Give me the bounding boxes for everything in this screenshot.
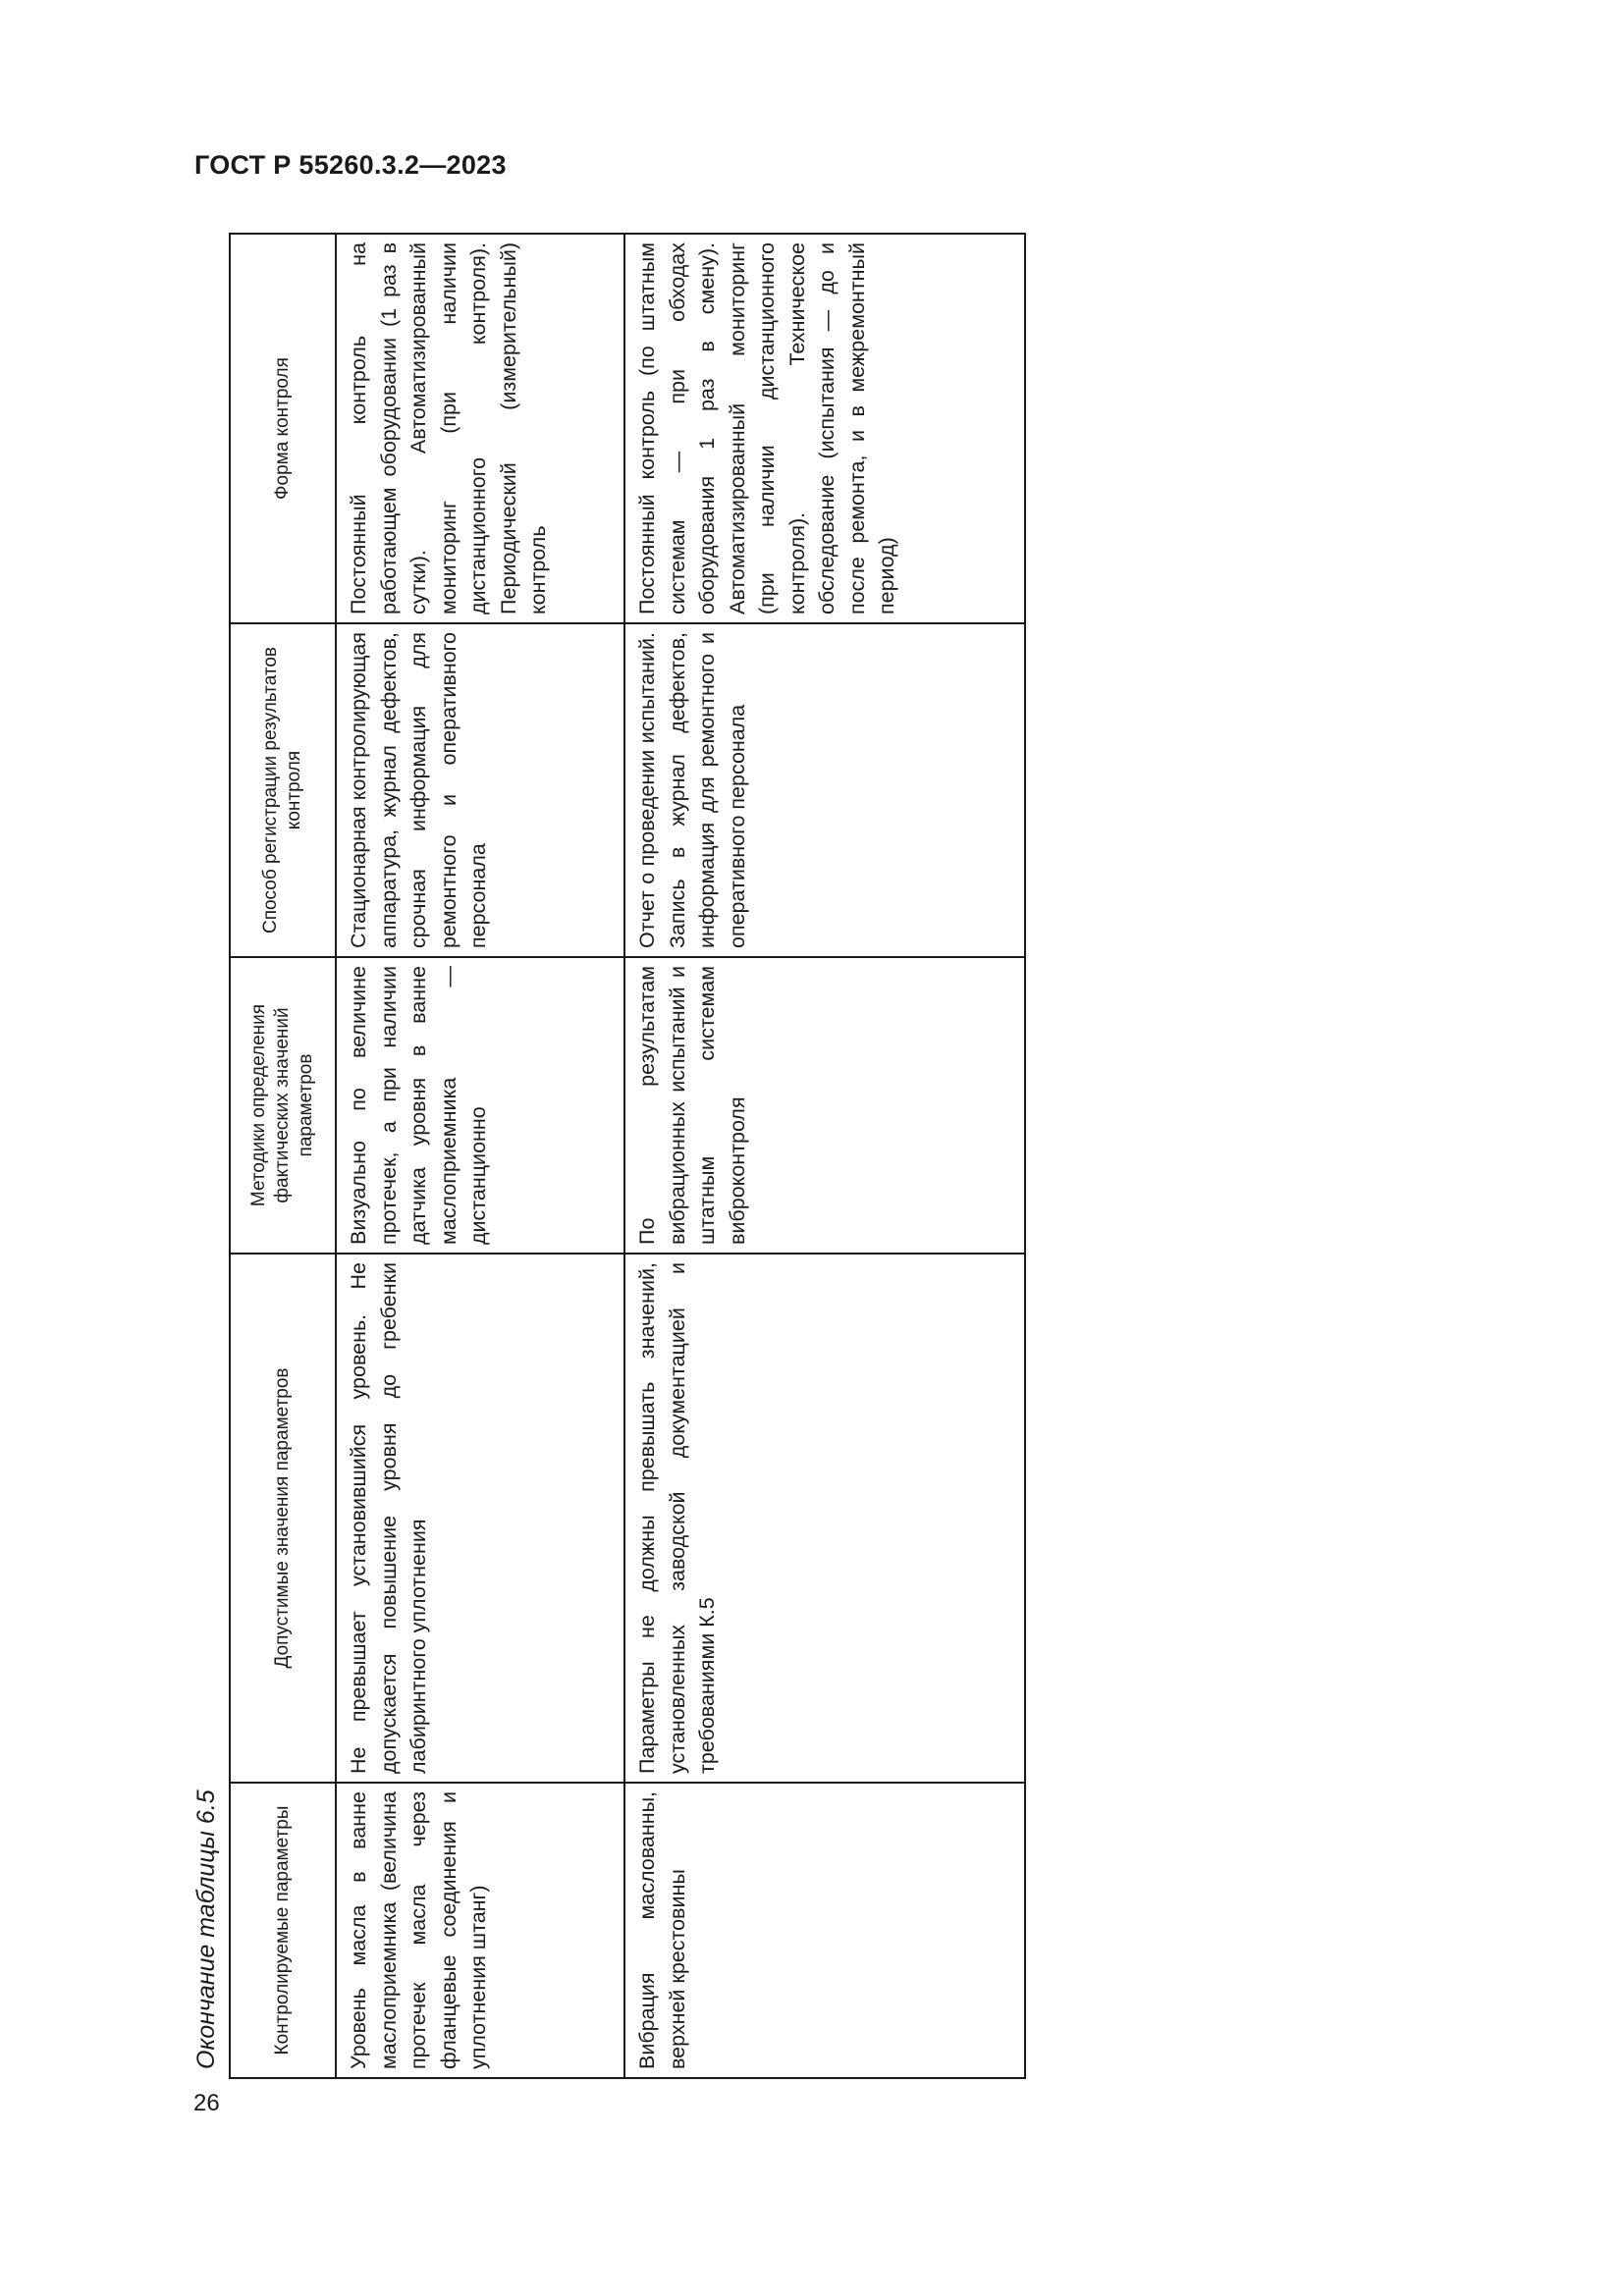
document-header: ГОСТ Р 55260.3.2—2023 [194, 150, 507, 180]
cell-control-form: Постоянный контроль на работающем оборудовании (1 раз в сутки). Автоматизированный мониторинг (при наличии дистанционного контроля). Периодический (измерительный) контроль [336, 234, 624, 623]
cell-allowed-values: Параметры не должны превышать значений, установленных заводской документацией и требованиями К.5 [624, 1254, 1025, 1783]
column-header-method: Методики определения фактических значений параметров [230, 957, 336, 1254]
table-caption: Окончание таблицы 6.5 [192, 1789, 220, 2069]
column-header-control-form: Форма контроля [230, 234, 336, 623]
page-number: 26 [193, 2090, 220, 2116]
cell-registration: Отчет о проведении испытаний. Запись в журнал дефектов, информация для ремонтного и оперативного персонала [624, 623, 1025, 957]
cell-method: Визуально по величине протечек, а при наличии датчика уровня в ванне маслоприемника — дистанционно [336, 957, 624, 1254]
cell-parameter: Вибрация маслованны, верхней крестовины [624, 1783, 1025, 2078]
column-header-parameter: Контролируемые параметры [230, 1783, 336, 2078]
table-row [336, 234, 624, 2078]
column-header-registration: Способ регистрации результатов контроля [230, 623, 336, 957]
cell-control-form: Постоянный контроль (по штатным системам — при обходах оборудования 1 раз в смену). Автоматизированный мониторинг (при наличии дистанционного контроля). Техническое обследование (испытания — до и после ремонта, и в межремонтный период) [624, 234, 1025, 623]
parameters-table [229, 233, 1026, 2079]
cell-method: По результатам вибрационных испытаний и штатным системам виброконтроля [624, 957, 1025, 1254]
column-header-allowed-values: Допустимые значения параметров [230, 1254, 336, 1783]
table-header-row [230, 234, 336, 2078]
cell-allowed-values: Не превышает установившийся уровень. Не допускается повышение уровня до гребенки лабиринтного уплотнения [336, 1254, 624, 1783]
rotated-table-wrapper [229, 235, 1026, 2079]
cell-registration: Стационарная контролирующая аппаратура, журнал дефектов, срочная информация для ремонтного и оперативного персонала [336, 623, 624, 957]
cell-parameter: Уровень масла в ванне маслоприемника (величина протечек масла через фланцевые соединения и уплотнения штанг) [336, 1783, 624, 2078]
table-row [624, 234, 1025, 2078]
